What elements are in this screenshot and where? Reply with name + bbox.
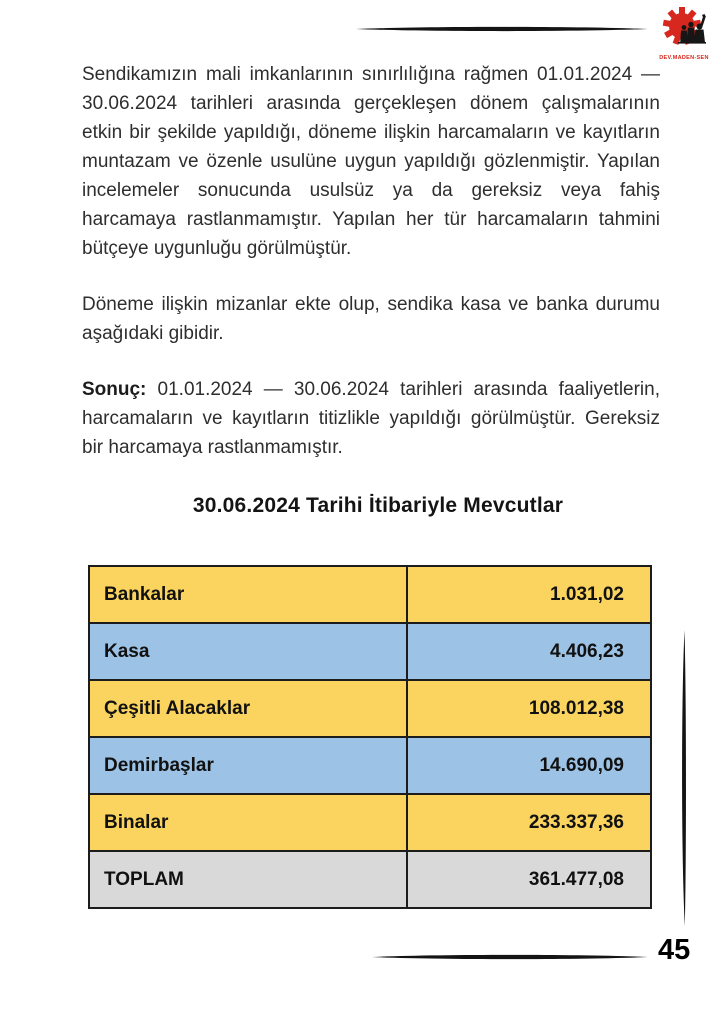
assets-table <box>88 565 652 909</box>
document-body <box>82 60 660 489</box>
row-label-cell: Çeşitli Alacaklar <box>89 680 407 737</box>
row-label-cell: TOPLAM <box>89 851 407 908</box>
row-value-cell: 4.406,23 <box>407 623 651 680</box>
gear-workers-icon <box>658 5 710 49</box>
paragraph-balance-note: Döneme ilişkin mizanlar ekte olup, sendika kasa ve banka durumu aşağıdaki gibidir. <box>82 294 660 344</box>
row-value-cell: 233.337,36 <box>407 794 651 851</box>
paragraph-audit-findings: Sendikamızın mali imkanlarının sınırlılığına rağmen 01.01.2024 — 30.06.2024 tarihleri arasında gerçekleşen dönem çalışmalarının etkin bir şekilde yapıldığı, döneme ilişkin harcamaların ve kayıtların muntazam ve özenle usulüne uygun yapıldığı gözlenmiştir. Yapılan incelemeler sonucunda usulsüz ya da gereksiz veya fahiş harcamaya rastlanmamıştır. Yapılan her tür harcamaların tahmini bütçeye uygunluğu görülmüştür. <box>82 64 660 259</box>
top-divider-line <box>354 25 650 33</box>
row-value-cell: 361.477,08 <box>407 851 651 908</box>
row-label-cell: Demirbaşlar <box>89 737 407 794</box>
row-value-cell: 108.012,38 <box>407 680 651 737</box>
right-divider-line <box>679 628 688 928</box>
table-row <box>89 680 651 737</box>
row-label-cell: Bankalar <box>89 566 407 623</box>
row-label-cell: Kasa <box>89 623 407 680</box>
row-value-cell: 1.031,02 <box>407 566 651 623</box>
paragraph-conclusion <box>82 375 660 462</box>
table-row <box>89 566 651 623</box>
logo-text: DEV.MADEN-SEN <box>659 55 709 61</box>
conclusion-text: 01.01.2024 — 30.06.2024 tarihleri arasında faaliyetlerin, harcamaların ve kayıtların titizlikle yapıldığı görülmüştür. Gereksiz bir harcamaya rastlanmamıştır. <box>82 379 661 458</box>
table-row <box>89 794 651 851</box>
page-number: 45 <box>658 934 691 966</box>
union-logo <box>654 5 714 61</box>
table-row <box>89 737 651 794</box>
footer-divider-line <box>370 953 650 961</box>
row-value-cell: 14.690,09 <box>407 737 651 794</box>
table-row-total <box>89 851 651 908</box>
table-title: 30.06.2024 Tarihi İtibariyle Mevcutlar <box>192 494 564 517</box>
table-row <box>89 623 651 680</box>
conclusion-label: Sonuç: <box>82 379 147 400</box>
row-label-cell: Binalar <box>89 794 407 851</box>
